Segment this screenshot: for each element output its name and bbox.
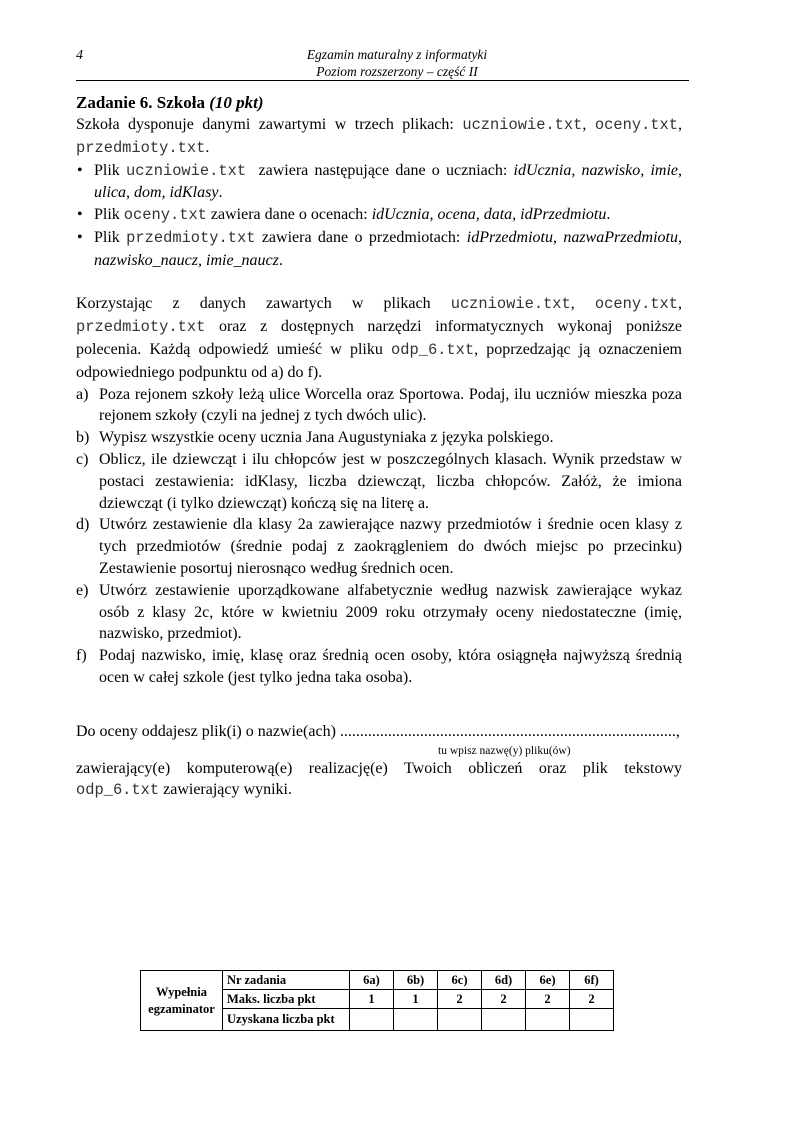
field-list: idUcznia, nazwisko, imie, ulica, dom, idKlasy — [94, 161, 682, 202]
file-name: przedmioty.txt — [76, 138, 206, 157]
intro-text: , — [582, 116, 595, 133]
instructions-text: , — [678, 295, 683, 313]
subtask-label: d) — [76, 516, 90, 534]
table-row — [141, 971, 614, 990]
subtask-text: Podaj nazwisko, imię, klasę oraz średnią ocen osoby, która osiągnęła najwyższą średnią ocen w całej szkole (jest tylko jedna taka osoba). — [99, 647, 682, 686]
subtask-b — [76, 427, 682, 449]
field-list: idPrzedmiotu, nazwaPrzedmiotu, nazwisko_naucz, imie_naucz — [94, 228, 683, 269]
task-intro — [76, 114, 682, 160]
bullet-text: . — [218, 184, 223, 202]
instructions-text: oraz z dostępnych narzędzi informatycznych wykonaj poniższe polecenia. Każdą odpowiedź umieść w pliku — [76, 318, 682, 358]
subtask-a — [76, 384, 682, 428]
max-points-cell: 2 — [526, 990, 570, 1009]
column-header: 6e) — [526, 971, 570, 990]
subtask-text: Utwórz zestawienie dla klasy 2a zawierające nazwy przedmiotów i średnie ocen klasy z tych przedmiotów (średnie podaj z zaokrągleniem do dwóch miejsc po przecinku) Zestawienie posortuj nierosnąco według średnich ocen. — [99, 516, 682, 577]
subtask-label: a) — [76, 385, 89, 403]
file-name: uczniowie.txt — [462, 116, 583, 134]
submission-text: zawierający wyniki. — [159, 781, 292, 798]
score-input-cell[interactable] — [350, 1009, 394, 1031]
column-header: 6f) — [570, 971, 614, 990]
intro-text: . — [205, 138, 210, 156]
header-rule — [76, 80, 689, 81]
list-item — [76, 160, 682, 205]
field-list: idUcznia, ocena, data, idPrzedmiotu — [371, 206, 607, 224]
bullet-text: Plik — [94, 161, 127, 179]
task-title-text: Zadanie 6. Szkoła — [76, 93, 205, 112]
score-input-cell[interactable] — [438, 1009, 482, 1031]
subtask-label: b) — [76, 429, 90, 447]
subtask-d — [76, 514, 682, 579]
submission-text-end — [76, 779, 682, 801]
grading-table — [140, 970, 614, 1031]
subtask-text: Poza rejonem szkoły leżą ulice Worcella oraz Sportowa. Podaj, ilu uczniów mieszka poza rejonem szkoły (czyli na jednej z tych dwóch ulic). — [99, 385, 682, 425]
list-item — [76, 227, 682, 272]
file-description-list — [76, 160, 682, 272]
header-title-line2: Poziom rozszerzony – część II — [316, 64, 478, 79]
score-input-cell[interactable] — [526, 1009, 570, 1031]
subtask-f — [76, 645, 682, 689]
subtask-list — [76, 384, 682, 689]
row-label: Uzyskana liczba pkt — [223, 1009, 350, 1031]
row-label: Maks. liczba pkt — [223, 990, 350, 1009]
max-points-cell: 1 — [350, 990, 394, 1009]
subtask-e — [76, 580, 682, 645]
instructions-text: , — [570, 295, 595, 313]
max-points-cell: 2 — [438, 990, 482, 1009]
list-item — [76, 204, 682, 227]
instructions-text: , poprzedzając ją oznaczeniem odpowiedniego podpunktu od a) do f). — [76, 340, 682, 381]
instructions-text: Korzystając z danych zawartych w plikach — [76, 295, 451, 313]
file-name: uczniowie.txt — [126, 161, 247, 180]
subtask-text: Utwórz zestawienie uporządkowane alfabetycznie według nazwisk zawierające wykaz osób z klasy 2c, które w kwietniu 2009 roku otrzymały oceny niedostateczne (imię, nazwisko, przedmiot). — [99, 581, 682, 643]
row-label: Nr zadania — [223, 971, 350, 990]
intro-text: , — [678, 116, 683, 133]
file-name: oceny.txt — [123, 206, 207, 225]
submission-hint: tu wpisz nazwę(y) pliku(ów) — [438, 745, 571, 757]
task-instructions — [76, 293, 682, 383]
bullet-icon: • — [77, 161, 83, 179]
file-name: oceny.txt — [594, 116, 679, 134]
page-header — [0, 46, 794, 80]
max-points-cell: 1 — [394, 990, 438, 1009]
task-title — [76, 92, 682, 114]
file-name: odp_6.txt — [391, 340, 475, 359]
bullet-text: Plik — [94, 206, 124, 224]
bullet-text: zawiera następujące dane o uczniach: — [246, 161, 514, 179]
header-title-line1: Egzamin maturalny z informatyki — [306, 47, 488, 62]
bullet-text: zawiera dane o przedmiotach: — [255, 228, 467, 246]
subtask-label: c) — [76, 450, 89, 468]
max-points-cell: 2 — [570, 990, 614, 1009]
file-name: uczniowie.txt — [450, 295, 571, 314]
bullet-icon: • — [77, 228, 83, 246]
column-header: 6d) — [482, 971, 526, 990]
submission-line[interactable]: Do oceny oddajesz plik(i) o nazwie(ach) ...................................................................................., — [76, 723, 680, 740]
file-name: przedmioty.txt — [126, 228, 256, 247]
file-name: przedmioty.txt — [76, 318, 206, 337]
bullet-icon: • — [77, 206, 83, 224]
score-input-cell[interactable] — [394, 1009, 438, 1031]
bullet-text: zawiera dane o ocenach: — [206, 206, 372, 224]
max-points-cell: 2 — [482, 990, 526, 1009]
subtask-text: Oblicz, ile dziewcząt i ilu chłopców jest w poszczególnych klasach. Wynik przedstaw w postaci zestawienia: idKlasy, liczba dziewcząt, liczba chłopców. Załóż, że imiona dziewcząt (i tylko dziewcząt) kończą się na literę a. — [99, 450, 682, 512]
grader-header-cell: Wypełnia egzaminator — [141, 971, 223, 1031]
spacer — [76, 272, 682, 294]
submission-section — [76, 721, 682, 801]
column-header: 6c) — [438, 971, 482, 990]
task-content — [76, 92, 682, 689]
subtask-c — [76, 449, 682, 514]
subtask-label: f) — [76, 647, 87, 665]
bullet-text: . — [606, 206, 611, 224]
file-name: oceny.txt — [594, 295, 679, 314]
score-input-cell[interactable] — [570, 1009, 614, 1031]
column-header: 6a) — [350, 971, 394, 990]
submission-text: zawierający(e) komputerową(e) realizację(e) Twoich obliczeń oraz plik tekstowy — [76, 760, 682, 777]
column-header: 6b) — [394, 971, 438, 990]
task-points: (10 pkt) — [209, 93, 264, 112]
file-name: odp_6.txt — [76, 781, 160, 799]
bullet-text: . — [278, 251, 283, 269]
subtask-text: Wypisz wszystkie oceny ucznia Jana Augustyniaka z języka polskiego. — [99, 429, 554, 447]
page-number: 4 — [76, 48, 83, 63]
score-input-cell[interactable] — [482, 1009, 526, 1031]
intro-text: Szkoła dysponuje danymi zawartymi w trzech plikach: — [76, 116, 463, 133]
bullet-text: Plik — [94, 228, 127, 246]
subtask-label: e) — [76, 581, 89, 599]
